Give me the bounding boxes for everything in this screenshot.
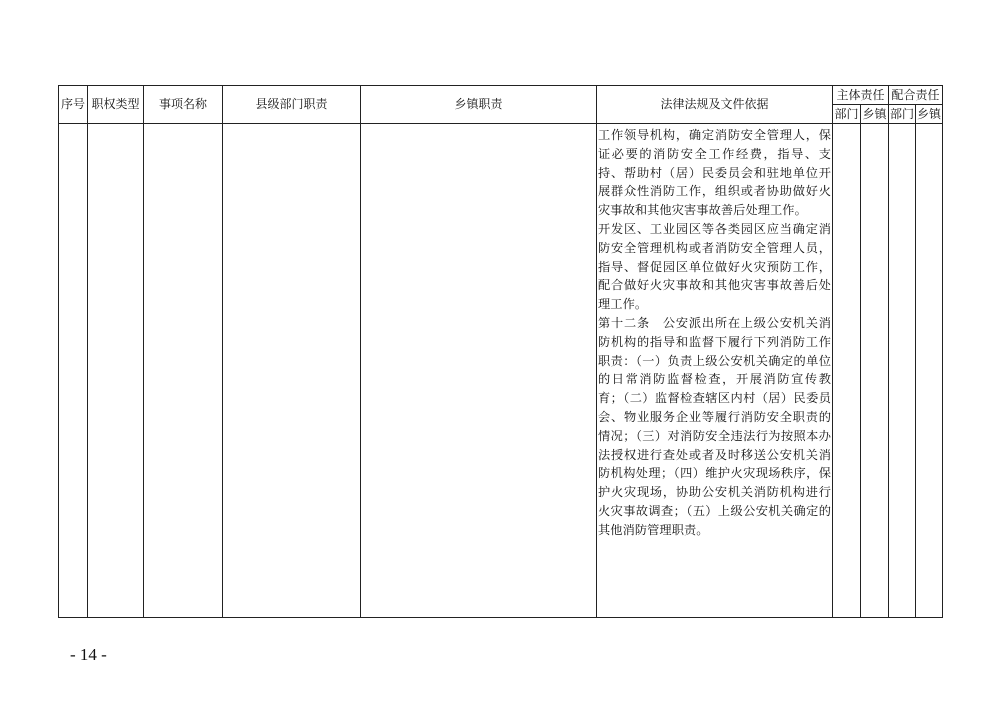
header-serial: 序号 (59, 86, 88, 124)
header-county-duty: 县级部门职责 (223, 86, 361, 124)
legal-paragraph: 工作领导机构，确定消防安全管理人，保证必要的消防安全工作经费，指导、支持、帮助村（居）民委员会和驻地单位开展群众性消防工作，组织或者协助做好火灾事故和其他灾害事故善后处理工作。 (598, 128, 831, 218)
header-legal-basis: 法律法规及文件依据 (597, 86, 833, 124)
cell-town-duty (361, 124, 597, 618)
header-main-department: 部门 (833, 105, 861, 124)
header-power-type: 职权类型 (88, 86, 144, 124)
cell-main-department (833, 124, 861, 618)
table-row (59, 124, 943, 618)
header-main-responsibility: 主体责任 (833, 86, 889, 105)
header-item-name: 事项名称 (144, 86, 223, 124)
cell-power-type (88, 124, 144, 618)
cell-legal-basis (597, 124, 833, 618)
header-coop-town: 乡镇 (916, 105, 943, 124)
header-coop-department: 部门 (889, 105, 916, 124)
header-main-town: 乡镇 (861, 105, 889, 124)
legal-paragraph: 开发区、工业园区等各类园区应当确定消防安全管理机构或者消防安全管理人员，指导、督促园区单位做好火灾预防工作，配合做好火灾事故和其他灾害事故善后处理工作。 (598, 221, 831, 312)
page-number: - 14 - (70, 645, 107, 664)
legal-paragraph: 第十二条 公安派出所在上级公安机关消防机构的指导和监督下履行下列消防工作职责：（一）负责上级公安机关确定的单位的日常消防监督检查，开展消防宣传教育；（二）监督检查辖区内村（居）民委员会、物业服务企业等履行消防安全职责的情况；（三）对消防安全违法行为按照本办法授权进行查处或者及时移送公安机关消防机构处理；（四）维护火灾现场秩序，保护火灾现场，协助公安机关消防机构进行火灾事故调查；（五）上级公安机关确定的其他消防管理职责。 (598, 315, 831, 537)
responsibility-table (58, 85, 943, 618)
header-cooperative-responsibility: 配合责任 (889, 86, 943, 105)
cell-county-duty (223, 124, 361, 618)
legal-basis-text (597, 124, 832, 540)
header-town-duty: 乡镇职责 (361, 86, 597, 124)
cell-item-name (144, 124, 223, 618)
cell-main-town (861, 124, 889, 618)
cell-serial (59, 124, 88, 618)
cell-coop-town (916, 124, 943, 618)
cell-coop-department (889, 124, 916, 618)
